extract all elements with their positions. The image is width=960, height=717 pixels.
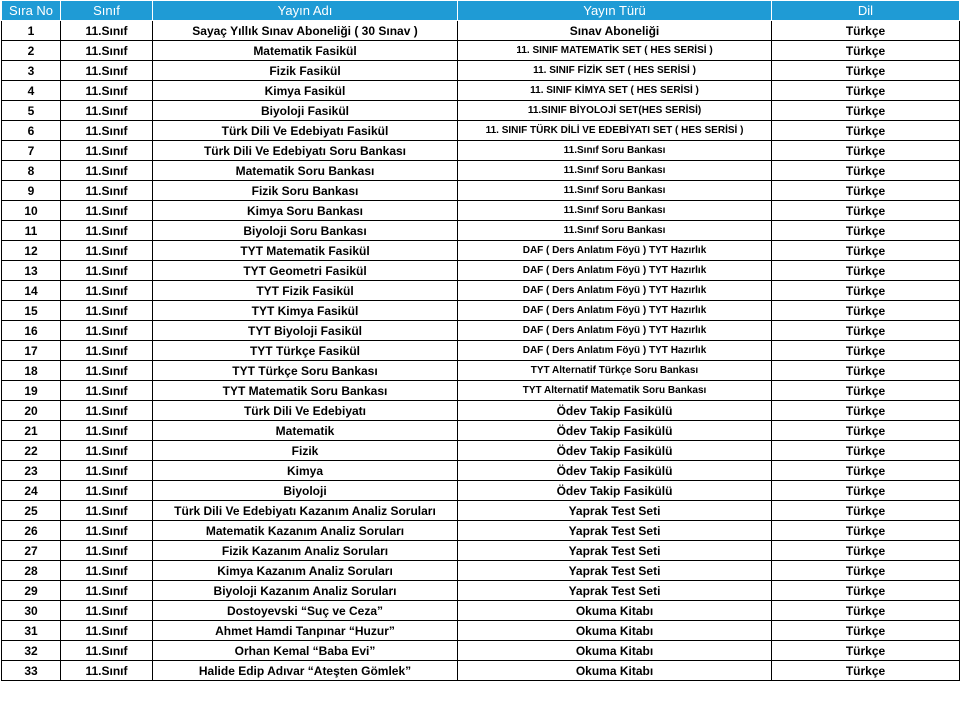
cell-yayin-turu: Okuma Kitabı — [458, 601, 772, 621]
cell-dil: Türkçe — [772, 301, 960, 321]
cell-yayin-adi: TYT Türkçe Fasikül — [153, 341, 458, 361]
cell-yayin-adi: TYT Geometri Fasikül — [153, 261, 458, 281]
cell-sinif: 11.Sınıf — [61, 301, 153, 321]
table-body — [2, 21, 960, 681]
cell-dil: Türkçe — [772, 61, 960, 81]
cell-dil: Türkçe — [772, 621, 960, 641]
cell-sira-no: 26 — [2, 521, 61, 541]
cell-dil: Türkçe — [772, 481, 960, 501]
cell-yayin-turu: DAF ( Ders Anlatım Föyü ) TYT Hazırlık — [458, 261, 772, 281]
cell-yayin-adi: Ahmet Hamdi Tanpınar “Huzur” — [153, 621, 458, 641]
cell-sinif: 11.Sınıf — [61, 641, 153, 661]
cell-yayin-turu: Ödev Takip Fasikülü — [458, 401, 772, 421]
cell-sira-no: 25 — [2, 501, 61, 521]
cell-yayin-adi: Sayaç Yıllık Sınav Aboneliği ( 30 Sınav ) — [153, 21, 458, 41]
cell-yayin-adi: TYT Kimya Fasikül — [153, 301, 458, 321]
cell-dil: Türkçe — [772, 241, 960, 261]
cell-sinif: 11.Sınıf — [61, 261, 153, 281]
table-row — [2, 101, 960, 121]
cell-yayin-adi: Türk Dili Ve Edebiyatı Fasikül — [153, 121, 458, 141]
table-row — [2, 221, 960, 241]
cell-yayin-turu: Yaprak Test Seti — [458, 561, 772, 581]
cell-yayin-turu: 11.Sınıf Soru Bankası — [458, 161, 772, 181]
header-sinif: Sınıf — [61, 1, 153, 21]
cell-yayin-adi: Matematik Fasikül — [153, 41, 458, 61]
cell-dil: Türkçe — [772, 341, 960, 361]
header-yayin-turu: Yayın Türü — [458, 1, 772, 21]
cell-dil: Türkçe — [772, 81, 960, 101]
cell-sinif: 11.Sınıf — [61, 521, 153, 541]
cell-dil: Türkçe — [772, 181, 960, 201]
cell-sira-no: 21 — [2, 421, 61, 441]
cell-sinif: 11.Sınıf — [61, 621, 153, 641]
table-row — [2, 61, 960, 81]
cell-yayin-adi: TYT Türkçe Soru Bankası — [153, 361, 458, 381]
table-row — [2, 121, 960, 141]
cell-yayin-adi: Matematik — [153, 421, 458, 441]
table-row — [2, 241, 960, 261]
cell-yayin-adi: Kimya Kazanım Analiz Soruları — [153, 561, 458, 581]
table-row — [2, 181, 960, 201]
cell-sira-no: 12 — [2, 241, 61, 261]
cell-yayin-turu: DAF ( Ders Anlatım Föyü ) TYT Hazırlık — [458, 281, 772, 301]
cell-yayin-adi: Kimya — [153, 461, 458, 481]
cell-dil: Türkçe — [772, 501, 960, 521]
cell-sinif: 11.Sınıf — [61, 181, 153, 201]
cell-yayin-adi: Biyoloji Kazanım Analiz Soruları — [153, 581, 458, 601]
cell-sira-no: 11 — [2, 221, 61, 241]
cell-sira-no: 19 — [2, 381, 61, 401]
cell-sinif: 11.Sınıf — [61, 221, 153, 241]
cell-sinif: 11.Sınıf — [61, 161, 153, 181]
cell-sira-no: 17 — [2, 341, 61, 361]
cell-sira-no: 14 — [2, 281, 61, 301]
table-row — [2, 401, 960, 421]
cell-yayin-adi: Fizik — [153, 441, 458, 461]
cell-yayin-adi: Türk Dili Ve Edebiyatı Soru Bankası — [153, 141, 458, 161]
table-row — [2, 361, 960, 381]
cell-dil: Türkçe — [772, 361, 960, 381]
cell-sinif: 11.Sınıf — [61, 41, 153, 61]
header-yayin-adi: Yayın Adı — [153, 1, 458, 21]
cell-yayin-adi: Halide Edip Adıvar “Ateşten Gömlek” — [153, 661, 458, 681]
cell-yayin-turu: 11.Sınıf Soru Bankası — [458, 221, 772, 241]
cell-yayin-adi: Türk Dili Ve Edebiyatı Kazanım Analiz Soruları — [153, 501, 458, 521]
cell-sira-no: 15 — [2, 301, 61, 321]
cell-yayin-adi: TYT Matematik Soru Bankası — [153, 381, 458, 401]
table-row — [2, 41, 960, 61]
cell-yayin-adi: Kimya Soru Bankası — [153, 201, 458, 221]
cell-yayin-adi: Fizik Kazanım Analiz Soruları — [153, 541, 458, 561]
cell-yayin-turu: 11.Sınıf Soru Bankası — [458, 141, 772, 161]
cell-dil: Türkçe — [772, 461, 960, 481]
cell-dil: Türkçe — [772, 541, 960, 561]
cell-sinif: 11.Sınıf — [61, 341, 153, 361]
cell-yayin-turu: 11. SINIF MATEMATİK SET ( HES SERİSİ ) — [458, 41, 772, 61]
cell-yayin-turu: DAF ( Ders Anlatım Föyü ) TYT Hazırlık — [458, 321, 772, 341]
cell-sira-no: 20 — [2, 401, 61, 421]
cell-dil: Türkçe — [772, 41, 960, 61]
table-row — [2, 261, 960, 281]
cell-yayin-adi: Fizik Soru Bankası — [153, 181, 458, 201]
cell-yayin-turu: 11.SINIF BİYOLOJİ SET(HES SERİSİ) — [458, 101, 772, 121]
cell-sira-no: 30 — [2, 601, 61, 621]
cell-sinif: 11.Sınıf — [61, 281, 153, 301]
cell-dil: Türkçe — [772, 121, 960, 141]
cell-yayin-turu: DAF ( Ders Anlatım Föyü ) TYT Hazırlık — [458, 301, 772, 321]
cell-sinif: 11.Sınıf — [61, 561, 153, 581]
cell-sinif: 11.Sınıf — [61, 101, 153, 121]
table-row — [2, 201, 960, 221]
cell-yayin-turu: 11. SINIF FİZİK SET ( HES SERİSİ ) — [458, 61, 772, 81]
cell-yayin-adi: Dostoyevski “Suç ve Ceza” — [153, 601, 458, 621]
cell-sira-no: 6 — [2, 121, 61, 141]
cell-yayin-adi: TYT Fizik Fasikül — [153, 281, 458, 301]
cell-yayin-adi: Orhan Kemal “Baba Evi” — [153, 641, 458, 661]
cell-dil: Türkçe — [772, 581, 960, 601]
cell-sira-no: 22 — [2, 441, 61, 461]
table-row — [2, 581, 960, 601]
cell-sinif: 11.Sınıf — [61, 381, 153, 401]
cell-sira-no: 18 — [2, 361, 61, 381]
cell-sinif: 11.Sınıf — [61, 541, 153, 561]
table-row — [2, 541, 960, 561]
cell-yayin-turu: Sınav Aboneliği — [458, 21, 772, 41]
cell-sinif: 11.Sınıf — [61, 141, 153, 161]
table-row — [2, 281, 960, 301]
cell-sira-no: 31 — [2, 621, 61, 641]
cell-sira-no: 29 — [2, 581, 61, 601]
table-row — [2, 341, 960, 361]
cell-sinif: 11.Sınıf — [61, 361, 153, 381]
cell-sira-no: 32 — [2, 641, 61, 661]
table-row — [2, 321, 960, 341]
cell-yayin-turu: Ödev Takip Fasikülü — [458, 481, 772, 501]
cell-yayin-turu: Ödev Takip Fasikülü — [458, 441, 772, 461]
cell-yayin-adi: Matematik Soru Bankası — [153, 161, 458, 181]
cell-yayin-adi: Biyoloji — [153, 481, 458, 501]
cell-yayin-adi: Fizik Fasikül — [153, 61, 458, 81]
cell-yayin-adi: Kimya Fasikül — [153, 81, 458, 101]
cell-sinif: 11.Sınıf — [61, 501, 153, 521]
cell-dil: Türkçe — [772, 281, 960, 301]
cell-sira-no: 27 — [2, 541, 61, 561]
cell-sira-no: 9 — [2, 181, 61, 201]
cell-yayin-turu: 11.Sınıf Soru Bankası — [458, 181, 772, 201]
cell-sira-no: 3 — [2, 61, 61, 81]
cell-yayin-adi: Türk Dili Ve Edebiyatı — [153, 401, 458, 421]
table-row — [2, 141, 960, 161]
cell-dil: Türkçe — [772, 641, 960, 661]
table-row — [2, 301, 960, 321]
cell-yayin-turu: DAF ( Ders Anlatım Föyü ) TYT Hazırlık — [458, 341, 772, 361]
cell-dil: Türkçe — [772, 321, 960, 341]
cell-sira-no: 33 — [2, 661, 61, 681]
cell-yayin-turu: TYT Alternatif Türkçe Soru Bankası — [458, 361, 772, 381]
cell-dil: Türkçe — [772, 261, 960, 281]
cell-sinif: 11.Sınıf — [61, 81, 153, 101]
cell-dil: Türkçe — [772, 161, 960, 181]
cell-yayin-turu: Yaprak Test Seti — [458, 581, 772, 601]
cell-sira-no: 1 — [2, 21, 61, 41]
cell-sinif: 11.Sınıf — [61, 321, 153, 341]
cell-yayin-turu: Okuma Kitabı — [458, 621, 772, 641]
cell-yayin-adi: TYT Biyoloji Fasikül — [153, 321, 458, 341]
cell-yayin-adi: Biyoloji Fasikül — [153, 101, 458, 121]
cell-dil: Türkçe — [772, 221, 960, 241]
cell-sinif: 11.Sınıf — [61, 661, 153, 681]
cell-dil: Türkçe — [772, 661, 960, 681]
table-row — [2, 501, 960, 521]
cell-sinif: 11.Sınıf — [61, 481, 153, 501]
cell-dil: Türkçe — [772, 601, 960, 621]
cell-yayin-turu: Yaprak Test Seti — [458, 501, 772, 521]
cell-dil: Türkçe — [772, 561, 960, 581]
cell-yayin-turu: Okuma Kitabı — [458, 661, 772, 681]
table-row — [2, 81, 960, 101]
cell-yayin-adi: Biyoloji Soru Bankası — [153, 221, 458, 241]
table-row — [2, 521, 960, 541]
table-row — [2, 461, 960, 481]
cell-yayin-turu: Okuma Kitabı — [458, 641, 772, 661]
table-row — [2, 621, 960, 641]
cell-yayin-turu: Ödev Takip Fasikülü — [458, 461, 772, 481]
cell-dil: Türkçe — [772, 521, 960, 541]
cell-dil: Türkçe — [772, 21, 960, 41]
cell-yayin-turu: 11.Sınıf Soru Bankası — [458, 201, 772, 221]
cell-dil: Türkçe — [772, 381, 960, 401]
table-row — [2, 661, 960, 681]
cell-sira-no: 4 — [2, 81, 61, 101]
cell-dil: Türkçe — [772, 441, 960, 461]
cell-yayin-turu: TYT Alternatif Matematik Soru Bankası — [458, 381, 772, 401]
table-header-row — [2, 1, 960, 21]
table-row — [2, 561, 960, 581]
cell-sinif: 11.Sınıf — [61, 241, 153, 261]
cell-sira-no: 13 — [2, 261, 61, 281]
table-row — [2, 641, 960, 661]
table-row — [2, 381, 960, 401]
cell-sira-no: 2 — [2, 41, 61, 61]
cell-dil: Türkçe — [772, 201, 960, 221]
header-sira-no: Sıra No — [2, 1, 61, 21]
cell-sira-no: 24 — [2, 481, 61, 501]
cell-sira-no: 8 — [2, 161, 61, 181]
cell-sinif: 11.Sınıf — [61, 121, 153, 141]
cell-yayin-turu: Yaprak Test Seti — [458, 521, 772, 541]
cell-sinif: 11.Sınıf — [61, 61, 153, 81]
cell-sinif: 11.Sınıf — [61, 21, 153, 41]
cell-sinif: 11.Sınıf — [61, 421, 153, 441]
cell-dil: Türkçe — [772, 101, 960, 121]
cell-sira-no: 16 — [2, 321, 61, 341]
header-dil: Dil — [772, 1, 960, 21]
cell-yayin-turu: 11. SINIF TÜRK DİLİ VE EDEBİYATI SET ( HES SERİSİ ) — [458, 121, 772, 141]
cell-sinif: 11.Sınıf — [61, 601, 153, 621]
cell-sinif: 11.Sınıf — [61, 201, 153, 221]
cell-yayin-adi: TYT Matematik Fasikül — [153, 241, 458, 261]
cell-yayin-turu: 11. SINIF KİMYA SET ( HES SERİSİ ) — [458, 81, 772, 101]
cell-sira-no: 10 — [2, 201, 61, 221]
cell-sira-no: 28 — [2, 561, 61, 581]
cell-yayin-turu: Yaprak Test Seti — [458, 541, 772, 561]
cell-dil: Türkçe — [772, 141, 960, 161]
cell-sinif: 11.Sınıf — [61, 581, 153, 601]
cell-yayin-adi: Matematik Kazanım Analiz Soruları — [153, 521, 458, 541]
cell-yayin-turu: DAF ( Ders Anlatım Föyü ) TYT Hazırlık — [458, 241, 772, 261]
table-row — [2, 421, 960, 441]
table-row — [2, 161, 960, 181]
table-row — [2, 601, 960, 621]
table-row — [2, 441, 960, 461]
publication-table — [1, 0, 960, 681]
cell-sinif: 11.Sınıf — [61, 441, 153, 461]
cell-dil: Türkçe — [772, 401, 960, 421]
cell-sira-no: 7 — [2, 141, 61, 161]
cell-sira-no: 23 — [2, 461, 61, 481]
table-row — [2, 21, 960, 41]
cell-sinif: 11.Sınıf — [61, 401, 153, 421]
cell-sinif: 11.Sınıf — [61, 461, 153, 481]
cell-dil: Türkçe — [772, 421, 960, 441]
cell-sira-no: 5 — [2, 101, 61, 121]
cell-yayin-turu: Ödev Takip Fasikülü — [458, 421, 772, 441]
table-row — [2, 481, 960, 501]
